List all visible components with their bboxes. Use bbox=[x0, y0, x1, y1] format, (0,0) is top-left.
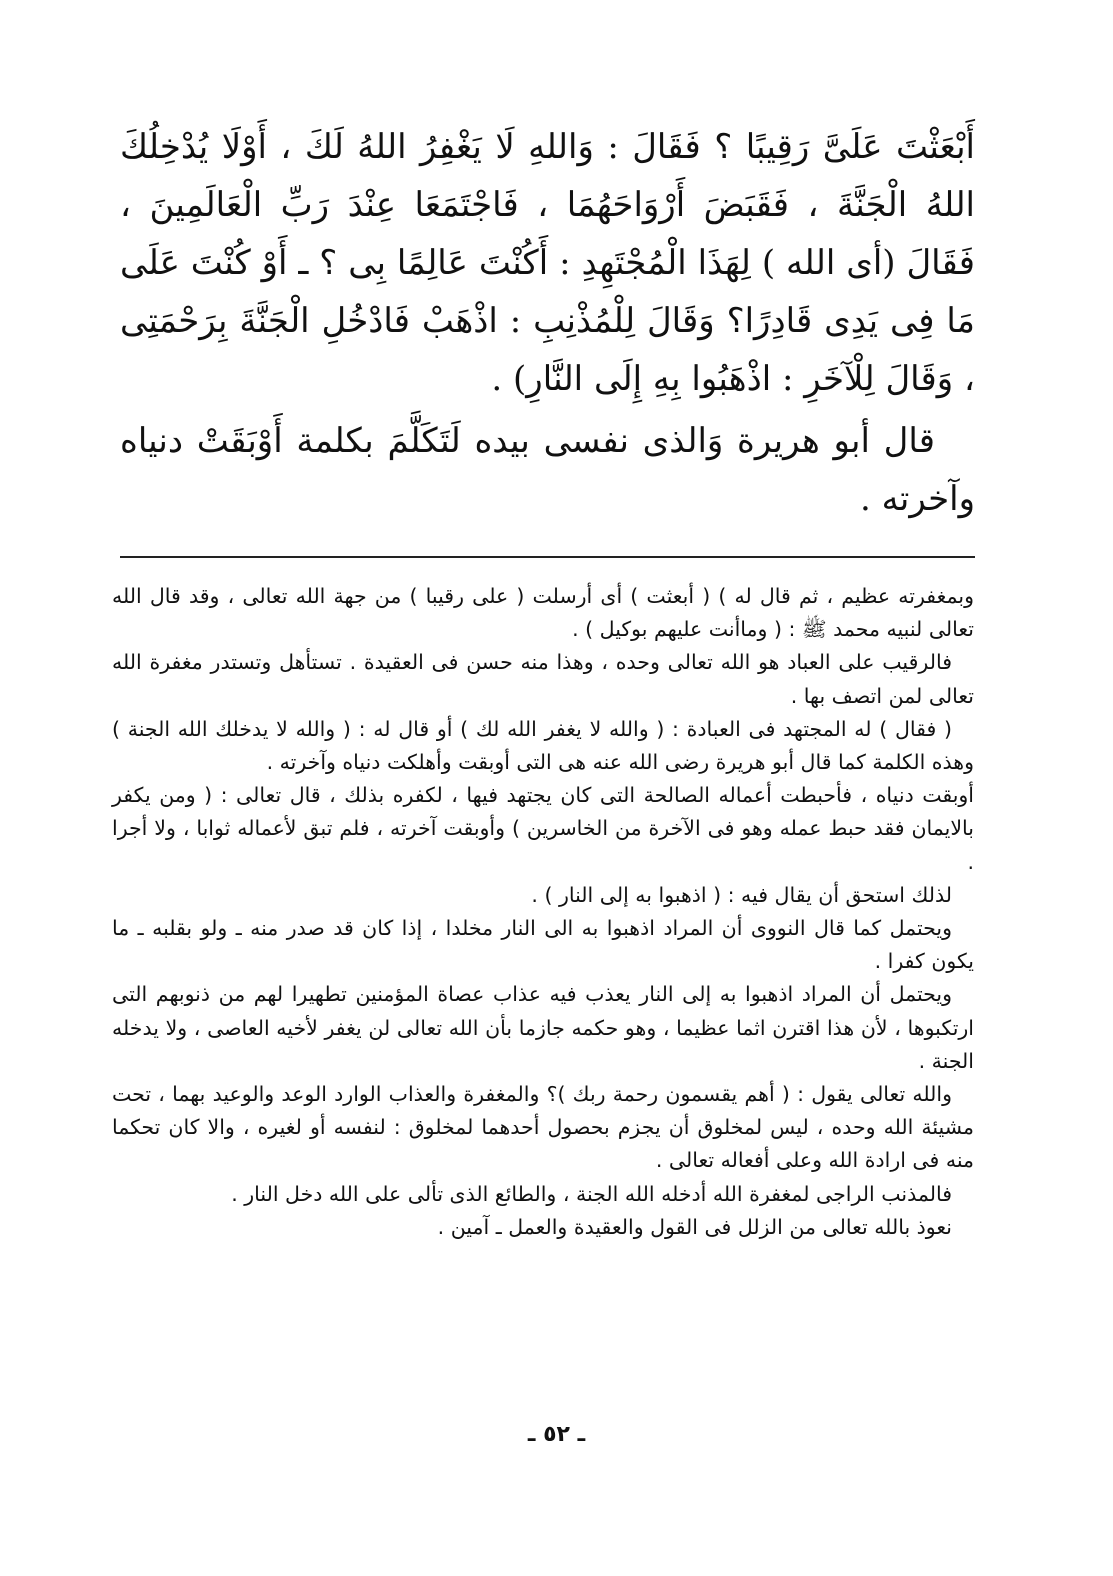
commentary-paragraph: أوبقت دنياه ، فأحبطت أعماله الصالحة التى كان يجتهد فيها ، لكفره بذلك ، قال تعالى : ( ومن يكفر بالايمان فقد حبط عمله وهو فى الآخرة من الخاسرين ) وأوبقت آخرته ، فلم تبق لأعماله ثوابا ، ولا أجرا . bbox=[112, 783, 974, 874]
commentary-paragraph: والله تعالى يقول : ( أهم يقسمون رحمة ربك )؟ والمغفرة والعذاب الوارد الوعد والوعيد بهما ، تحت مشيئة الله وحده ، ليس لمخلوق أن يجزم بحصول أحدهما لمخلوق : لنفسه أو لغيره ، والا كان تحكما منه فى ارادة الله وعلى أفعاله تعالى . bbox=[112, 1082, 974, 1173]
main-paragraph: قال أبو هريرة وَالذى نفسى بيده لَتَكَلَّمَ بكلمة أَوْبَقَتْ دنياه وآخرته . bbox=[120, 421, 975, 519]
commentary-paragraph: لذلك استحق أن يقال فيه : ( اذهبوا به إلى النار ) . bbox=[531, 882, 952, 907]
section-divider bbox=[120, 556, 975, 558]
commentary-paragraph: فالرقيب على العباد هو الله تعالى وحده ، وهذا منه حسن فى العقيدة . تستأهل وتستدر مغفرة الله تعالى لمن اتصف بها . bbox=[112, 650, 974, 708]
commentary-paragraph: ويحتمل كما قال النووى أن المراد اذهبوا به الى النار مخلدا ، إذا كان قد صدر منه ـ ولو بقلبه ـ ما يكون كفرا . bbox=[112, 916, 974, 974]
commentary-section bbox=[112, 580, 974, 1244]
commentary-paragraph: فالمذنب الراجى لمغفرة الله أدخله الله الجنة ، والطائع الذى تألى على الله دخل النار . bbox=[231, 1181, 952, 1206]
page-number: ـ ٥٢ ـ bbox=[527, 1422, 586, 1447]
commentary-paragraph: وبمغفرته عظيم ، ثم قال له ) ( أبعثت ) أى أرسلت ( على رقيبا ) من جهة الله تعالى ، وقد قال الله تعالى لنبيه محمد ﷺ : ( وماأنت عليهم بوكيل ) . bbox=[112, 584, 974, 642]
commentary-paragraph: ( فقال ) له المجتهد فى العبادة : ( والله لا يغفر الله لك ) أو قال له : ( والله لا يدخلك الله الجنة ) وهذه الكلمة كما قال أبو هريرة رضى الله عنه هى التى أوبقت وأهلكت دنياه وآخرته . bbox=[112, 716, 974, 775]
main-paragraph: أَبْعَثْتَ عَلَىَّ رَقِيبًا ؟ فَقَالَ : وَاللهِ لَا يَغْفِرُ اللهُ لَكَ ، أَوْلَا يُدْخِلُكَ اللهُ الْجَنَّةَ ، فَقَبَضَ أَرْوَاحَهُمَا ، فَاجْتَمَعَا عِنْدَ رَبِّ الْعَالَمِينَ ، فَقَالَ (أى الله ) لِهَذَا الْمُجْتَهِدِ : أَكُنْتَ عَالِمًا بِى ؟ ـ أَوْ كُنْتَ عَلَى مَا فِى يَدِى قَادِرًا؟ وَقَالَ لِلْمُذْنِبِ : اذْهَبْ فَادْخُلِ الْجَنَّةَ بِرَحْمَتِى ، وَقَالَ لِلْآخَرِ : اذْهَبُوا بِهِ إِلَى النَّارِ) . bbox=[120, 127, 975, 399]
commentary-paragraph: ويحتمل أن المراد اذهبوا به إلى النار يعذب فيه عذاب عصاة المؤمنين تطهيرا لهم من ذنوبهم التى ارتكبوها ، لأن هذا اقترن اثما عظيما ، وهو حكمه جازما بأن الله تعالى لن يغفر لأخيه العاصى ، ولا يدخله الجنة . bbox=[112, 982, 974, 1073]
commentary-paragraph: نعوذ بالله تعالى من الزلل فى القول والعقيدة والعمل ـ آمين . bbox=[437, 1214, 952, 1239]
main-hadith-text bbox=[120, 118, 975, 528]
